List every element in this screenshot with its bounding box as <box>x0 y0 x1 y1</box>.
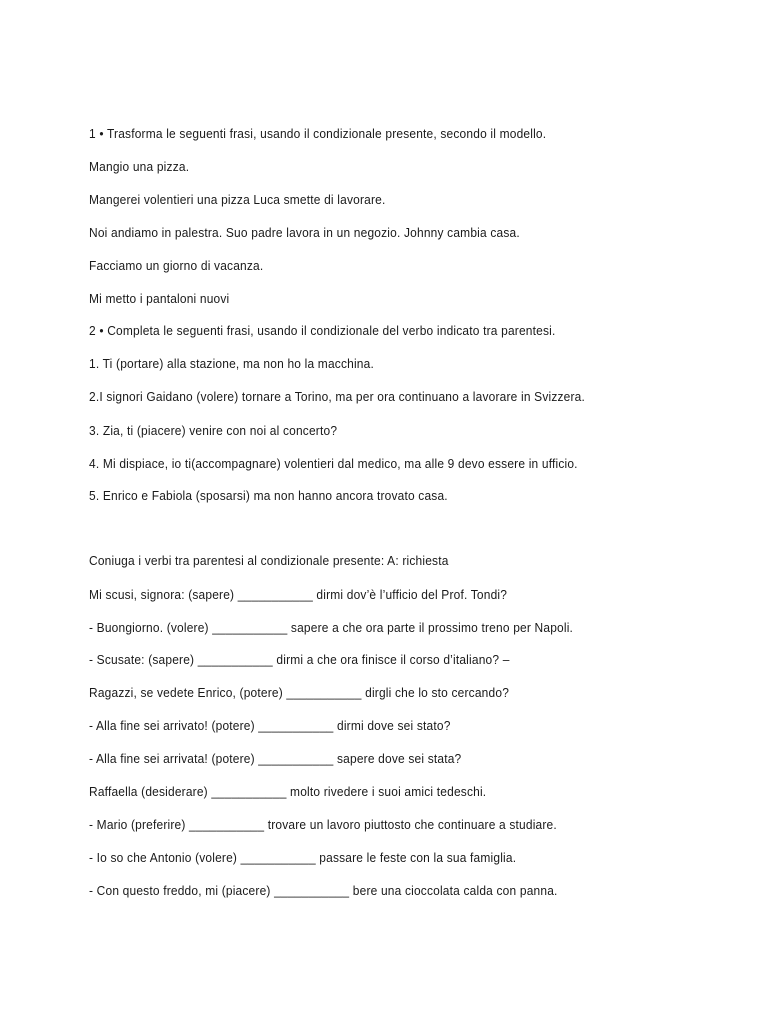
exercise-3-instruction: Coniuga i verbi tra parentesi al condizionale presente: A: richiesta <box>89 553 449 568</box>
exercise-2-item: 1. Ti (portare) alla stazione, ma non ho la macchina. <box>89 356 374 371</box>
exercise-1-line: Mangio una pizza. <box>89 159 190 174</box>
exercise-3-item: - Buongiorno. (volere) ___________ sapere a che ora parte il prossimo treno per Napoli. <box>89 620 574 635</box>
exercise-3-item: - Alla fine sei arrivato! (potere) ___________ dirmi dove sei stato? <box>89 718 451 733</box>
exercise-3-item: Mi scusi, signora: (sapere) ___________ dirmi dov’è l’ufficio del Prof. Tondi? <box>89 587 508 602</box>
exercise-1-instruction: 1 • Trasforma le seguenti frasi, usando il condizionale presente, secondo il modello. <box>89 126 547 141</box>
exercise-3-item: - Alla fine sei arrivata! (potere) ___________ sapere dove sei stata? <box>89 751 462 766</box>
exercise-2-item: 2.I signori Gaidano (volere) tornare a Torino, ma per ora continuano a lavorare in Svizzera. <box>89 389 586 404</box>
exercise-2-item: 3. Zia, ti (piacere) venire con noi al concerto? <box>89 423 338 438</box>
exercise-3-item: - Con questo freddo, mi (piacere) ___________ bere una cioccolata calda con panna. <box>89 883 558 898</box>
exercise-2-item: 5. Enrico e Fabiola (sposarsi) ma non hanno ancora trovato casa. <box>89 488 448 503</box>
exercise-2-item: 4. Mi dispiace, io ti(accompagnare) volentieri dal medico, ma alle 9 devo essere in ufficio. <box>89 456 578 471</box>
exercise-1-line: Noi andiamo in palestra. Suo padre lavora in un negozio. Johnny cambia casa. <box>89 225 520 240</box>
exercise-1-line: Facciamo un giorno di vacanza. <box>89 258 264 273</box>
exercise-3-item: - Io so che Antonio (volere) ___________ passare le feste con la sua famiglia. <box>89 850 517 865</box>
exercise-3-item: - Scusate: (sapere) ___________ dirmi a che ora finisce il corso d’italiano? – <box>89 652 510 667</box>
exercise-3-item: Raffaella (desiderare) ___________ molto rivedere i suoi amici tedeschi. <box>89 784 487 799</box>
exercise-3-item: Ragazzi, se vedete Enrico, (potere) ___________ dirgli che lo sto cercando? <box>89 685 510 700</box>
exercise-2-instruction: 2 • Completa le seguenti frasi, usando il condizionale del verbo indicato tra parentesi. <box>89 323 556 338</box>
exercise-3-item: - Mario (preferire) ___________ trovare un lavoro piuttosto che continuare a studiare. <box>89 817 557 832</box>
exercise-1-line: Mangerei volentieri una pizza Luca smette di lavorare. <box>89 192 386 207</box>
exercise-1-line: Mi metto i pantaloni nuovi <box>89 291 230 306</box>
